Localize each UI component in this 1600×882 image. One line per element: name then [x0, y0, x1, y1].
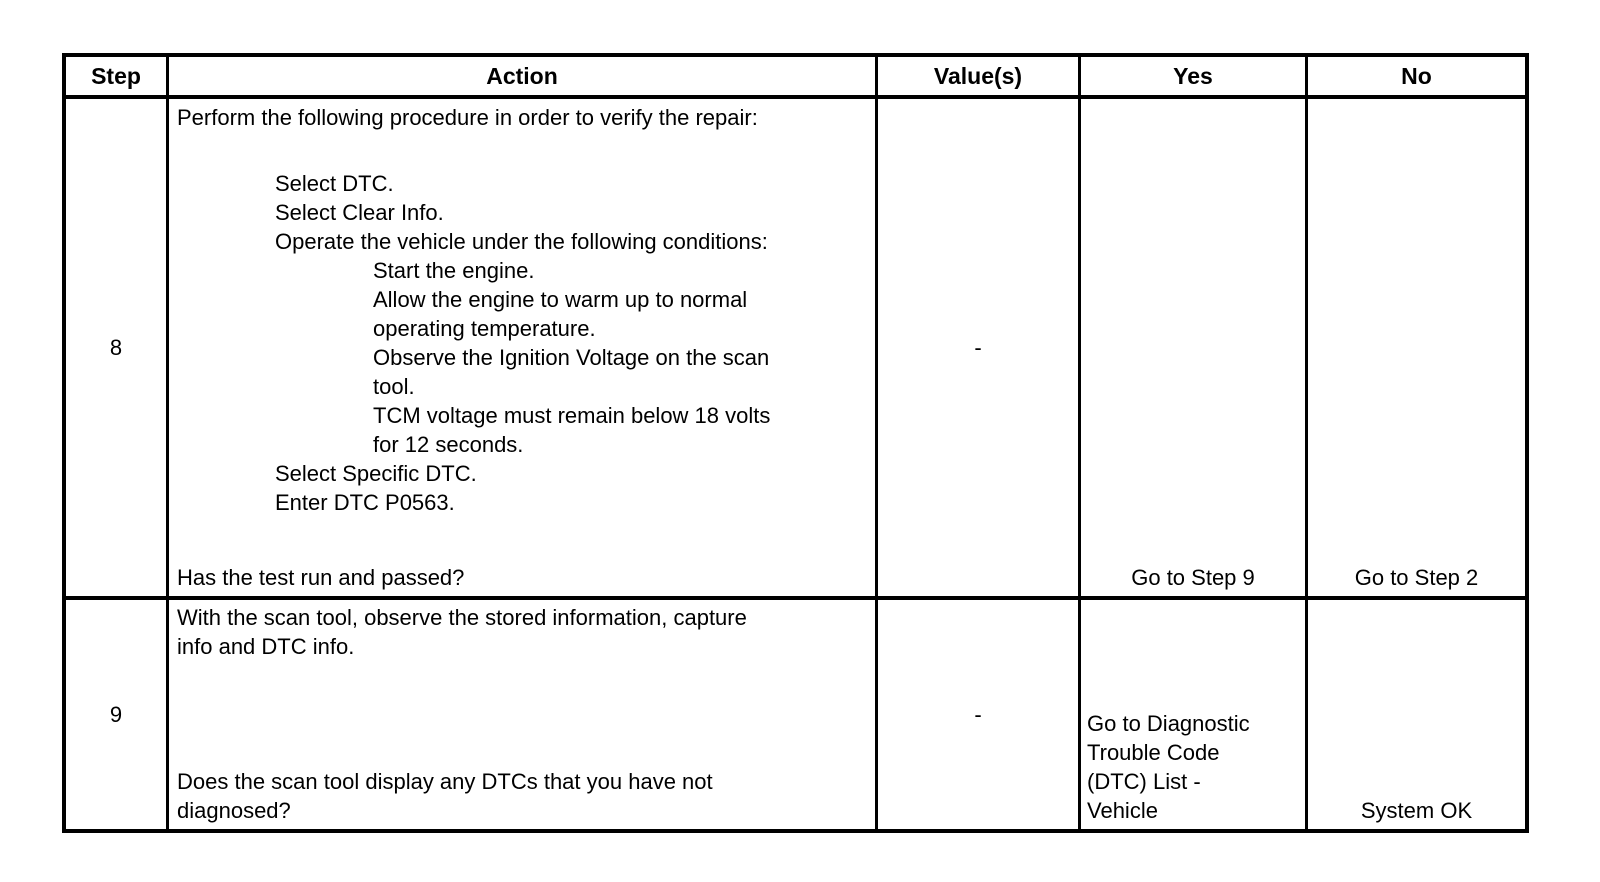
- row-9-step-cell: [66, 600, 169, 829]
- header-action: Action: [169, 57, 878, 99]
- header-yes: Yes: [1081, 57, 1308, 99]
- row-8-value-cell: [878, 99, 1081, 600]
- header-no: No: [1308, 57, 1525, 99]
- row-8-value: -: [974, 335, 982, 360]
- row-9-no-cell: [1308, 600, 1525, 829]
- row-9-action-intro: info and DTC info.: [177, 634, 355, 659]
- row-9-action-intro: With the scan tool, observe the stored information, capture: [177, 605, 747, 630]
- row-9-step-number: 9: [109, 702, 123, 727]
- row-9-yes-line: Vehicle: [1087, 798, 1158, 823]
- row-8-yes-cell: [1081, 99, 1308, 600]
- row-8-action-substep: tool.: [373, 374, 415, 399]
- row-8-no-link[interactable]: Go to Step 2: [1354, 565, 1479, 590]
- row-9-yes-link[interactable]: [1087, 709, 1301, 825]
- row-9-action-question-line: Does the scan tool display any DTCs that you have not: [177, 769, 713, 794]
- row-8-action-step: Enter DTC P0563.: [275, 490, 455, 515]
- row-8-action-intro: Perform the following procedure in order to verify the repair:: [177, 105, 758, 130]
- row-8-action-substep: Observe the Ignition Voltage on the scan: [373, 345, 770, 370]
- row-9-yes-line: (DTC) List -: [1087, 769, 1201, 794]
- row-8-action-substep: for 12 seconds.: [373, 432, 524, 457]
- row-9-action-question-line: diagnosed?: [177, 798, 291, 823]
- row-8-no-cell: [1308, 99, 1525, 600]
- header-step: Step: [66, 57, 169, 99]
- row-8-action-substep: TCM voltage must remain below 18 volts: [373, 403, 771, 428]
- diagnostic-table: [62, 53, 1529, 833]
- row-8-action-step: Operate the vehicle under the following conditions:: [275, 229, 768, 254]
- header-values: Value(s): [878, 57, 1081, 99]
- row-8-action-step: Select DTC.: [275, 171, 394, 196]
- row-9-value-cell: [878, 600, 1081, 829]
- row-9-yes-line: Go to Diagnostic: [1087, 711, 1250, 736]
- row-8-action-substep: operating temperature.: [373, 316, 596, 341]
- row-9-yes-cell: [1081, 600, 1308, 829]
- row-8-step-cell: [66, 99, 169, 600]
- row-9-action-question: [177, 767, 869, 825]
- row-8-action-substep: Allow the engine to warm up to normal: [373, 287, 748, 312]
- row-9-no-link[interactable]: System OK: [1360, 798, 1473, 823]
- row-8-action-step: Select Clear Info.: [275, 200, 444, 225]
- row-8-action-step: Select Specific DTC.: [275, 461, 477, 486]
- row-9-yes-line: Trouble Code: [1087, 740, 1220, 765]
- row-8-step-number: 8: [109, 335, 123, 360]
- row-8-action-substep: Start the engine.: [373, 258, 535, 283]
- row-8-yes-link[interactable]: Go to Step 9: [1131, 565, 1255, 590]
- row-8-action-cell: [169, 99, 878, 600]
- row-8-action-question: Has the test run and passed?: [177, 565, 465, 590]
- row-9-action-cell: [169, 600, 878, 829]
- row-9-value: -: [974, 702, 982, 727]
